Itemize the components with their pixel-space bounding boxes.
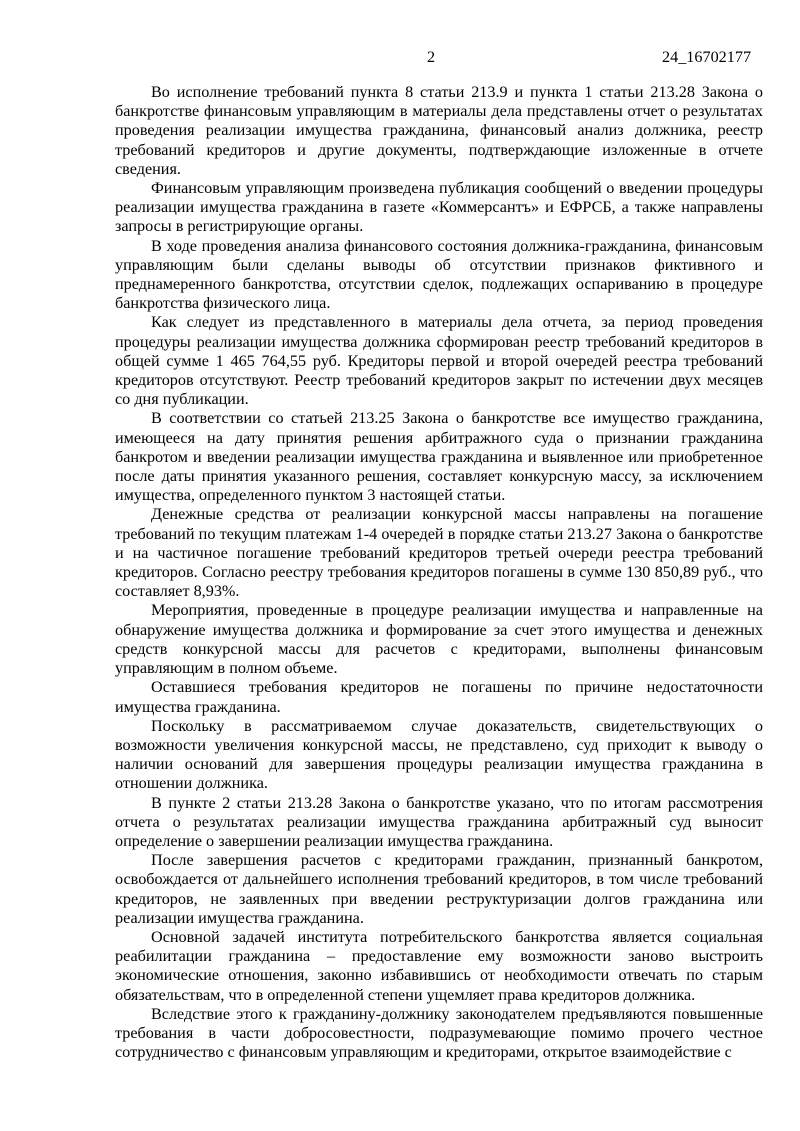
paragraph: Основной задачей института потребительского банкротства является социальная реабилитации гражданина – предоставление ему возможности заново выстроить экономические отношения, законно избавившись от необходимости отвечать по старым обязательствам, что в определенной степени ущемляет права кредиторов должника. bbox=[115, 927, 763, 1004]
paragraph: В соответствии со статьей 213.25 Закона о банкротстве все имущество гражданина, имеющееся на дату принятия решения арбитражного суда о признании гражданина банкротом и введении реализации имущества гражданина и выявленное или приобретенное после даты принятия указанного решения, составляет конкурсную массу, за исключением имущества, определенного пунктом 3 настоящей статьи. bbox=[115, 409, 763, 505]
paragraph: Во исполнение требований пункта 8 статьи 213.9 и пункта 1 статьи 213.28 Закона о банкротстве финансовым управляющим в материалы дела представлены отчет о результатах проведения реализации имущества гражданина, финансовый анализ должника, реестр требований кредиторов и другие документы, подтверждающие изложенные в отчете сведения. bbox=[115, 83, 763, 178]
paragraph: В пункте 2 статьи 213.28 Закона о банкротстве указано, что по итогам рассмотрения отчета о результатах реализации имущества гражданина арбитражный суд выносит определение о завершении реализации имущества гражданина. bbox=[115, 793, 763, 850]
paragraph: Оставшиеся требования кредиторов не погашены по причине недостаточности имущества гражданина. bbox=[115, 678, 763, 716]
paragraph: Финансовым управляющим произведена публикация сообщений о введении процедуры реализации имущества гражданина в газете «Коммерсантъ» и ЕФРСБ, а также направлены запросы в регистрирующие органы. bbox=[115, 179, 763, 236]
paragraph: Вследствие этого к гражданину-должнику законодателем предъявляются повышенные требования в части добросовестности, подразумевающие помимо прочего честное сотрудничество с финансовым управляющим и кредиторами, открытое взаимодействие с bbox=[115, 1004, 763, 1062]
body-text bbox=[115, 83, 763, 1062]
page-number: 2 bbox=[427, 48, 436, 66]
paragraph: В ходе проведения анализа финансового состояния должника-гражданина, финансовым управляющим были сделаны выводы об отсутствии признаков фиктивного и преднамеренного банкротства, отсутствии сделок, подлежащих оспариванию в процедуре банкротства физического лица. bbox=[115, 236, 763, 313]
paragraph: Денежные средства от реализации конкурсной массы направлены на погашение требований по текущим платежам 1-4 очередей в порядке статьи 213.27 Закона о банкротстве и на частичное погашение требований кредиторов третьей очереди реестра требований кредиторов. Согласно реестру требования кредиторов погашены в сумме 130 850,89 руб., что составляет 8,93%. bbox=[115, 505, 763, 601]
paragraph: После завершения расчетов с кредиторами гражданин, признанный банкротом, освобождается от дальнейшего исполнения требований кредиторов, в том числе требований кредиторов, не заявленных при введении реструктуризации долгов гражданина или реализации имущества гражданина. bbox=[115, 851, 763, 927]
case-number: 24_16702177 bbox=[662, 48, 752, 66]
paragraph: Как следует из представленного в материалы дела отчета, за период проведения процедуры реализации имущества должника сформирован реестр требований кредиторов в общей сумме 1 465 764,55 руб. Кредиторы первой и второй очередей реестра требований кредиторов отсутствуют. Реестр требований кредиторов закрыт по истечении двух месяцев со дня публикации. bbox=[115, 313, 763, 409]
page-header bbox=[0, 46, 800, 68]
paragraph: Поскольку в рассматриваемом случае доказательств, свидетельствующих о возможности увеличения конкурсной массы, не представлено, суд приходит к выводу о наличии оснований для завершения процедуры реализации имущества гражданина в отношении должника. bbox=[115, 716, 763, 793]
paragraph: Мероприятия, проведенные в процедуре реализации имущества и направленные на обнаружение имущества должника и формирование за счет этого имущества и денежных средств конкурсной массы для расчетов с кредиторами, выполнены финансовым управляющим в полном объеме. bbox=[115, 601, 763, 678]
